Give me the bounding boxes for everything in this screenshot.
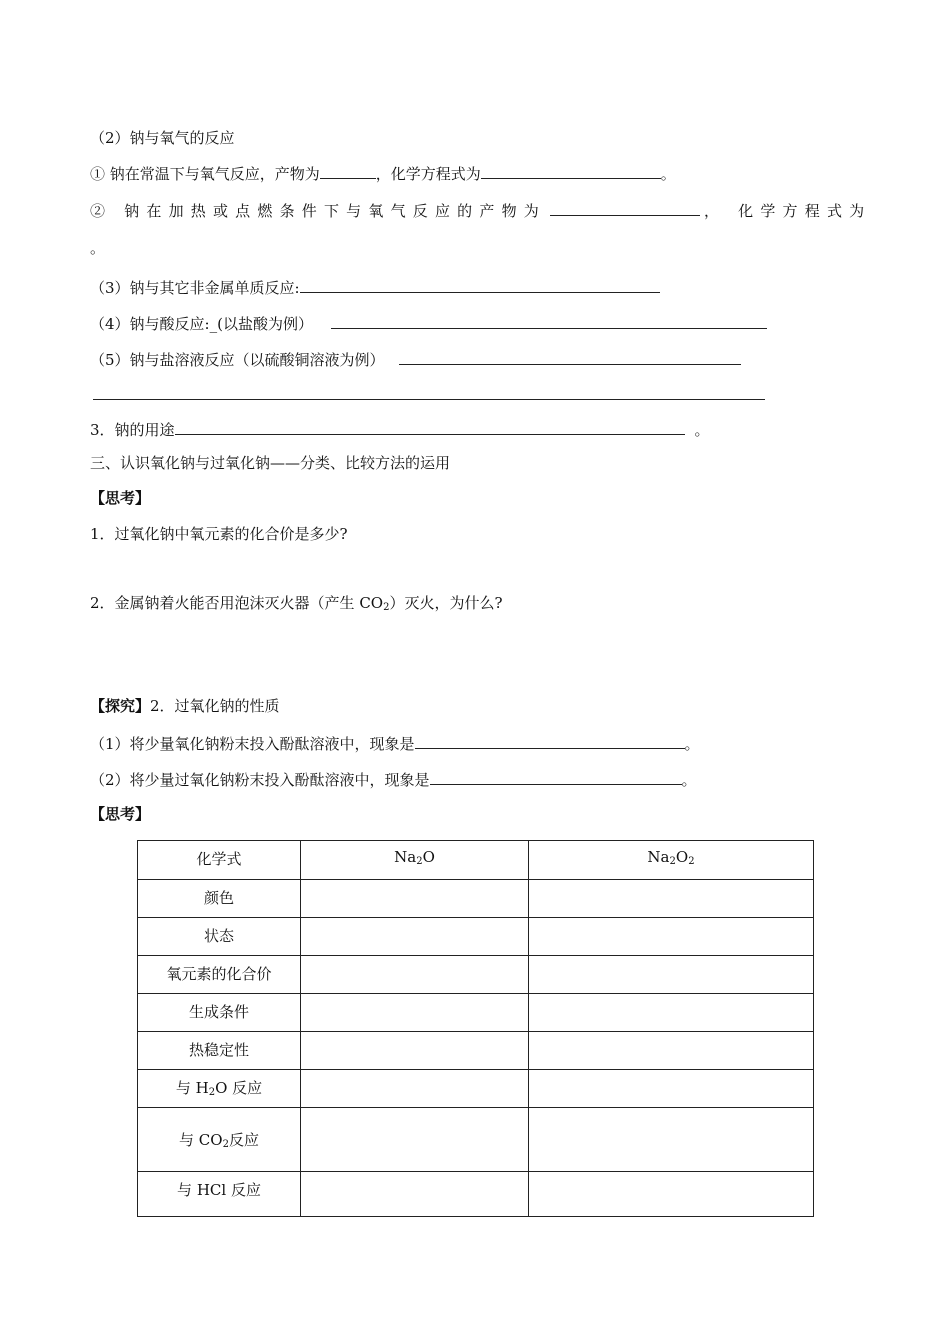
cell-na2o2-valence[interactable] <box>529 956 814 994</box>
subsection-4-line <box>90 312 767 334</box>
equation-blank[interactable] <box>481 162 661 179</box>
header-na2o2: $Na_2O_2$ <box>529 841 814 880</box>
cell-na2o2-co2[interactable] <box>529 1108 814 1172</box>
cell-na2o2-state[interactable] <box>529 918 814 956</box>
subsection-3-line <box>90 276 660 298</box>
subsection-5-text: （5）钠与盐溶液反应（以硫酸铜溶液为例） <box>90 351 385 369</box>
question-1-line <box>90 162 676 184</box>
table-row <box>138 1032 814 1070</box>
row-label-formation: 生成条件 <box>138 994 301 1032</box>
question-fire-text-b: ）灭火，为什么? <box>389 594 503 612</box>
question-2-text: ② 钠在加热或点燃条件下与氧气反应的产物为 <box>90 202 546 220</box>
table-row <box>138 880 814 918</box>
question-fire-text-a: 2．金属钠着火能否用泡沫灭火器（产生 CO <box>90 594 384 612</box>
experiment-1-period: 。 <box>684 735 700 753</box>
experiment-2-period: 。 <box>681 771 697 789</box>
table-row <box>138 841 814 880</box>
experiment-1-blank[interactable] <box>415 732 685 749</box>
cell-na2o-state[interactable] <box>301 918 529 956</box>
experiment-1-line <box>90 732 700 754</box>
question-fire-extinguisher <box>90 593 503 613</box>
table-row <box>138 1108 814 1172</box>
uses-period: 。 <box>694 421 710 439</box>
table-row <box>138 994 814 1032</box>
experiment-2-blank[interactable] <box>430 768 682 785</box>
row-label-water: 与 $H_2O$ 反应 <box>138 1070 301 1108</box>
table-row <box>138 918 814 956</box>
product-blank[interactable] <box>320 162 376 179</box>
cell-na2o-stability[interactable] <box>301 1032 529 1070</box>
period: 。 <box>660 165 676 183</box>
row-label-stability: 热稳定性 <box>138 1032 301 1070</box>
experiment-2-line <box>90 768 697 790</box>
cell-na2o-color[interactable] <box>301 880 529 918</box>
cell-na2o2-hcl[interactable] <box>529 1172 814 1217</box>
uses-text: 3．钠的用途 <box>90 421 175 439</box>
uses-blank[interactable] <box>175 418 685 435</box>
subsection-5-line <box>90 348 741 370</box>
salt-reaction-blank-line-2[interactable] <box>93 399 765 400</box>
cell-na2o2-water[interactable] <box>529 1070 814 1108</box>
nonmetal-reaction-blank[interactable] <box>300 276 660 293</box>
cell-na2o2-color[interactable] <box>529 880 814 918</box>
think-label-2: 【思考】 <box>90 805 151 823</box>
cell-na2o2-formation[interactable] <box>529 994 814 1032</box>
question-2-mid: ， 化学方程式为 <box>703 202 872 220</box>
explore-text: 2．过氧化钠的性质 <box>150 697 280 715</box>
comparison-table <box>137 840 814 1217</box>
header-na2o: $Na_2O$ <box>301 841 529 880</box>
subsection-4-text: （4）钠与酸反应:_(以盐酸为例） <box>90 315 313 333</box>
question-1-mid: ，化学方程式为 <box>375 165 481 183</box>
explore-label: 【探究】 <box>90 697 151 715</box>
question-valence: 1．过氧化钠中氧元素的化合价是多少? <box>90 525 348 543</box>
cell-na2o-co2[interactable] <box>301 1108 529 1172</box>
subsection-2-heading: （2）钠与氧气的反应 <box>90 129 235 147</box>
row-label-hcl: 与 HCl 反应 <box>138 1172 301 1217</box>
header-formula: 化学式 <box>138 841 301 880</box>
explore-line <box>90 696 280 716</box>
question-2-line <box>90 199 871 221</box>
subsection-3-text: （3）钠与其它非金属单质反应: <box>90 279 300 297</box>
cell-na2o-formation[interactable] <box>301 994 529 1032</box>
cell-na2o2-stability[interactable] <box>529 1032 814 1070</box>
cell-na2o-valence[interactable] <box>301 956 529 994</box>
salt-reaction-blank[interactable] <box>399 348 741 365</box>
uses-line <box>90 418 710 440</box>
think-label-1: 【思考】 <box>90 489 151 507</box>
section-3-title: 三、认识氧化钠与过氧化钠——分类、比较方法的运用 <box>90 454 451 472</box>
heated-product-blank[interactable] <box>550 199 700 216</box>
row-label-valence: 氧元素的化合价 <box>138 956 301 994</box>
row-label-state: 状态 <box>138 918 301 956</box>
table-row <box>138 1172 814 1217</box>
question-2-continuation: 。 <box>90 239 106 257</box>
table-row <box>138 956 814 994</box>
cell-na2o-hcl[interactable] <box>301 1172 529 1217</box>
experiment-2-text: （2）将少量过氧化钠粉末投入酚酞溶液中，现象是 <box>90 771 430 789</box>
row-label-color: 颜色 <box>138 880 301 918</box>
row-label-co2: 与 $CO_2$反应 <box>138 1108 301 1172</box>
question-1-text: ① 钠在常温下与氧气反应，产物为 <box>90 165 320 183</box>
co2-subscript: 2 <box>383 602 390 613</box>
cell-na2o-water[interactable] <box>301 1070 529 1108</box>
table-row <box>138 1070 814 1108</box>
acid-reaction-blank[interactable] <box>331 312 767 329</box>
experiment-1-text: （1）将少量氧化钠粉末投入酚酞溶液中，现象是 <box>90 735 415 753</box>
